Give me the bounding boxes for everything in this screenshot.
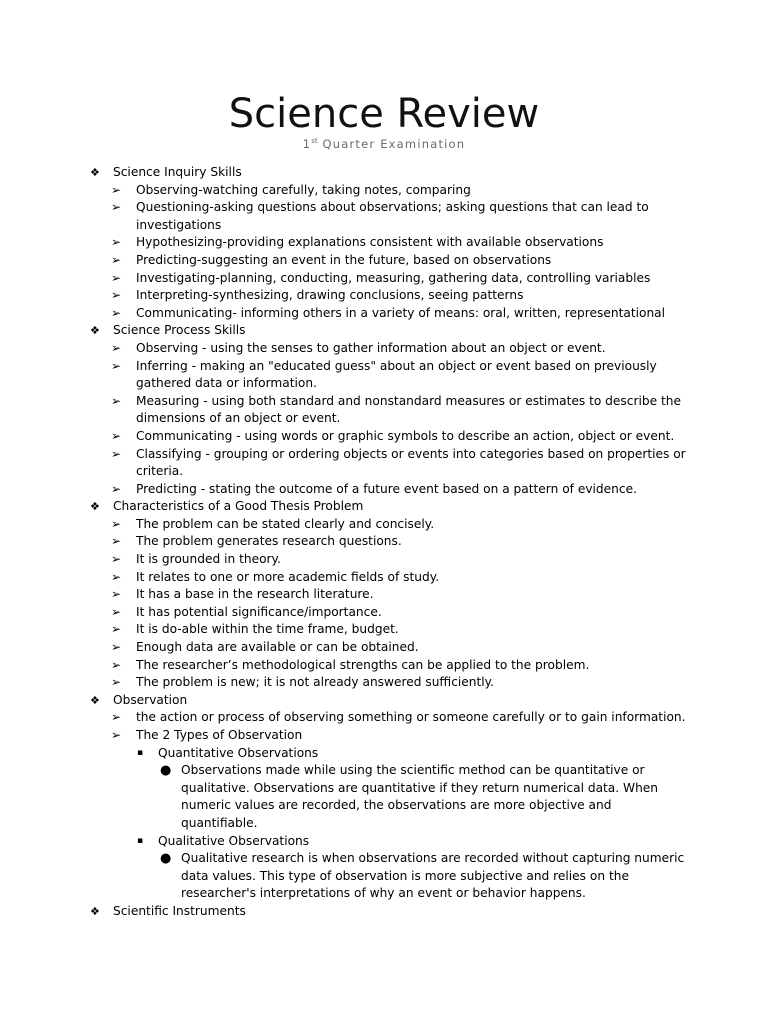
- list-item-text: Predicting - stating the outcome of a future event based on a pattern of evidence.: [136, 481, 637, 496]
- outline: [90, 164, 690, 921]
- arrow-bullet-icon: ➢: [111, 340, 122, 355]
- list-item-text: Predicting-suggesting an event in the future, based on observations: [136, 252, 552, 267]
- sub-list-item: [90, 833, 690, 851]
- list-item: [90, 709, 690, 727]
- list-item-text: Inferring - making an "educated guess" about an object or event based on previously gathered data or information.: [136, 358, 657, 391]
- subtitle-ordinal: 1: [302, 137, 312, 151]
- arrow-bullet-icon: ➢: [111, 481, 122, 496]
- list-item: [90, 393, 690, 428]
- arrow-bullet-icon: ➢: [111, 288, 122, 303]
- arrow-bullet-icon: ➢: [111, 305, 122, 320]
- subtitle-superscript: st: [311, 137, 318, 146]
- arrow-bullet-icon: ➢: [111, 182, 122, 197]
- list-item-text: Investigating-planning, conducting, measuring, gathering data, controlling variables: [136, 270, 651, 285]
- list-item: [90, 604, 690, 622]
- section-inquiry-skills: [90, 164, 690, 182]
- sub-list-item: [90, 745, 690, 763]
- list-item: [90, 621, 690, 639]
- arrow-bullet-icon: ➢: [111, 534, 122, 549]
- list-item: [90, 199, 690, 234]
- list-item-text: Enough data are available or can be obtained.: [136, 640, 419, 655]
- sub-list-item-text: Quantitative Observations: [158, 745, 319, 760]
- section-heading: Characteristics of a Good Thesis Problem: [113, 499, 364, 514]
- list-item-text: Observing - using the senses to gather information about an object or event.: [136, 340, 606, 355]
- section-heading: Scientific Instruments: [113, 903, 246, 918]
- detail-item: [90, 850, 690, 903]
- detail-item: [90, 762, 690, 832]
- diamond-bullet-icon: ❖: [90, 324, 100, 338]
- list-item-text: The problem generates research questions.: [136, 534, 402, 549]
- list-item-text: the action or process of observing something or someone carefully or to gain information.: [136, 710, 686, 725]
- arrow-bullet-icon: ➢: [111, 235, 122, 250]
- list-item: [90, 727, 690, 745]
- list-item: [90, 234, 690, 252]
- list-item: [90, 358, 690, 393]
- arrow-bullet-icon: ➢: [111, 252, 122, 267]
- list-item: [90, 533, 690, 551]
- list-item-text: It relates to one or more academic fields of study.: [136, 569, 440, 584]
- list-item-text: The 2 Types of Observation: [136, 728, 303, 742]
- list-item: [90, 182, 690, 200]
- list-item: [90, 270, 690, 288]
- diamond-bullet-icon: ❖: [90, 693, 100, 707]
- arrow-bullet-icon: ➢: [111, 640, 122, 655]
- list-item: [90, 586, 690, 604]
- list-item: [90, 674, 690, 692]
- section-heading: Science Process Skills: [113, 323, 246, 338]
- list-item-text: Questioning-asking questions about observations; asking questions that can lead to investigations: [136, 200, 649, 232]
- arrow-bullet-icon: ➢: [111, 270, 122, 285]
- square-bullet-icon: ▪: [137, 835, 144, 846]
- list-item-text: It is grounded in theory.: [136, 552, 281, 567]
- diamond-bullet-icon: ❖: [90, 166, 100, 179]
- document-title: Science Review: [228, 91, 540, 137]
- arrow-bullet-icon: ➢: [111, 710, 122, 725]
- list-item-text: Observing-watching carefully, taking notes, comparing: [136, 182, 471, 197]
- list-item: [90, 551, 690, 569]
- list-item-text: Communicating- informing others in a variety of means: oral, written, representational: [136, 305, 666, 320]
- detail-item-text: Qualitative research is when observations are recorded without capturing numeric data values. This type of observation is more subjective and relies on the researcher's interpretations of why an event or behavior happens.: [181, 851, 685, 901]
- list-item-text: Measuring - using both standard and nonstandard measures or estimates to describe the dimensions of an object or event.: [136, 393, 681, 426]
- list-item-text: It has potential significance/importance.: [136, 604, 382, 619]
- arrow-bullet-icon: ➢: [111, 200, 122, 215]
- list-item-text: The researcher’s methodological strengths can be applied to the problem.: [136, 657, 590, 672]
- list-item-text: It is do-able within the time frame, budget.: [136, 622, 399, 637]
- list-item-text: The problem is new; it is not already answered sufficiently.: [136, 675, 495, 690]
- section-thesis-problem: [90, 498, 690, 516]
- list-item: [90, 287, 690, 305]
- section-scientific-instruments: [90, 903, 690, 921]
- sub-list-item-text: Qualitative Observations: [158, 833, 310, 848]
- arrow-bullet-icon: ➢: [111, 657, 122, 672]
- arrow-bullet-icon: ➢: [111, 675, 122, 690]
- section-observation: [90, 692, 690, 710]
- section-heading: Science Inquiry Skills: [113, 165, 242, 179]
- list-item: [90, 428, 690, 446]
- section-heading: Observation: [113, 692, 188, 707]
- list-item: [90, 516, 690, 534]
- diamond-bullet-icon: ❖: [90, 500, 100, 514]
- list-item: [90, 481, 690, 499]
- list-item-text: It has a base in the research literature.: [136, 587, 374, 602]
- diamond-bullet-icon: ❖: [90, 904, 100, 918]
- arrow-bullet-icon: ➢: [111, 552, 122, 567]
- square-bullet-icon: ▪: [137, 747, 144, 758]
- list-item: [90, 639, 690, 657]
- arrow-bullet-icon: ➢: [111, 569, 122, 584]
- arrow-bullet-icon: ➢: [111, 446, 122, 461]
- arrow-bullet-icon: ➢: [111, 358, 122, 373]
- arrow-bullet-icon: ➢: [111, 728, 122, 742]
- dot-bullet-icon: ●: [160, 763, 172, 779]
- arrow-bullet-icon: ➢: [111, 516, 122, 531]
- list-item: [90, 446, 690, 481]
- detail-item-text: Observations made while using the scientific method can be quantitative or qualitative. Observations are quantitative if they return numerical data. When numeric values are recorded, the observations are more objective and quantifiable.: [181, 763, 659, 830]
- document-subtitle: [0, 137, 768, 151]
- list-item: [90, 569, 690, 587]
- arrow-bullet-icon: ➢: [111, 428, 122, 443]
- arrow-bullet-icon: ➢: [111, 604, 122, 619]
- list-item-text: Communicating - using words or graphic symbols to describe an action, object or event.: [136, 428, 675, 443]
- arrow-bullet-icon: ➢: [111, 622, 122, 637]
- list-item-text: Interpreting-synthesizing, drawing conclusions, seeing patterns: [136, 288, 524, 303]
- arrow-bullet-icon: ➢: [111, 587, 122, 602]
- arrow-bullet-icon: ➢: [111, 393, 122, 408]
- list-item: [90, 252, 690, 270]
- section-process-skills: [90, 322, 690, 340]
- subtitle-text: Quarter Examination: [317, 137, 466, 151]
- dot-bullet-icon: ●: [160, 851, 172, 867]
- list-item-text: The problem can be stated clearly and concisely.: [136, 516, 435, 531]
- list-item: [90, 340, 690, 358]
- list-item: [90, 305, 690, 323]
- list-item-text: Classifying - grouping or ordering objects or events into categories based on properties or criteria.: [136, 446, 686, 479]
- list-item-text: Hypothesizing-providing explanations consistent with available observations: [136, 235, 604, 250]
- list-item: [90, 657, 690, 675]
